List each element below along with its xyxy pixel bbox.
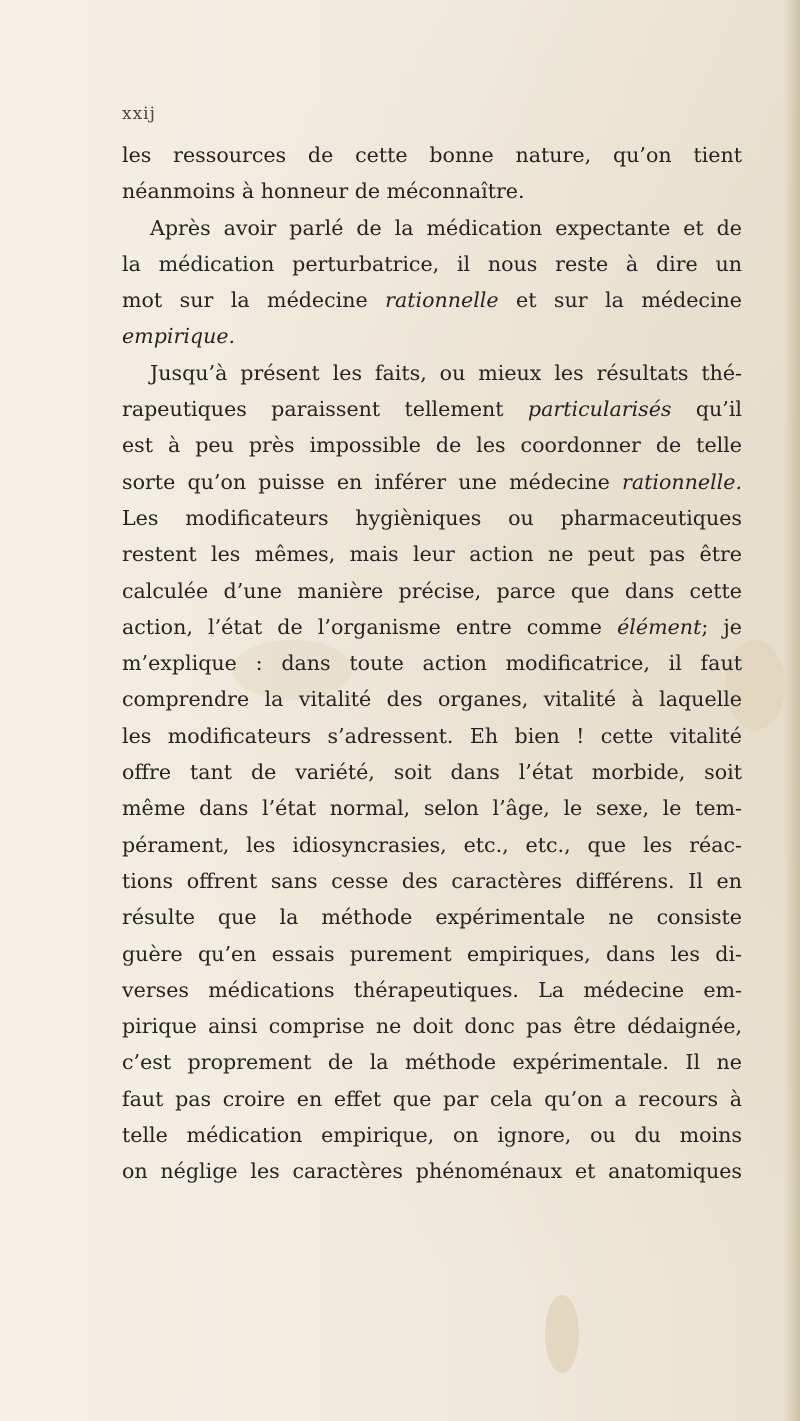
- text-line: [122, 464, 742, 500]
- text-segment: néanmoins à honneur de méconnaître.: [122, 179, 525, 204]
- italic-segment: rationnelle.: [621, 469, 742, 494]
- text-line: [122, 718, 742, 754]
- text-segment: sorte qu’on puisse en inférer une médecine: [122, 469, 622, 494]
- text-line: [122, 246, 742, 282]
- text-segment: faut pas croire en effet que par cela qu’on a recours à: [122, 1086, 742, 1111]
- page-number: xxij: [122, 104, 156, 124]
- text-segment: comprendre la vitalité des organes, vitalité à laquelle: [122, 687, 742, 712]
- text-line: [122, 790, 742, 826]
- text-line: [122, 173, 742, 209]
- text-line: [122, 210, 742, 246]
- text-line: [122, 536, 742, 572]
- text-line: [122, 899, 742, 935]
- text-segment: rapeutiques paraissent tellement: [122, 397, 528, 422]
- text-segment: m’explique : dans toute action modificatrice, il faut: [122, 651, 742, 676]
- text-segment: Jusqu’à présent les faits, ou mieux les résultats thé-: [150, 360, 742, 385]
- text-line: [122, 827, 742, 863]
- text-line: [122, 427, 742, 463]
- text-line: [122, 355, 742, 391]
- text-line: [122, 1153, 742, 1189]
- text-line: [122, 137, 742, 173]
- text-segment: calculée d’une manière précise, parce que dans cette: [122, 578, 742, 603]
- text-line: [122, 318, 742, 354]
- text-segment: offre tant de variété, soit dans l’état morbide, soit: [122, 760, 742, 785]
- page-edge-shadow: [784, 0, 800, 1421]
- text-segment: qu’il: [671, 397, 742, 422]
- italic-segment: particularisés: [527, 397, 672, 422]
- text-segment: Les modificateurs hygièniques ou pharmaceutiques: [122, 505, 742, 530]
- text-line: [122, 573, 742, 609]
- text-segment: pérament, les idiosyncrasies, etc., etc., que les réac-: [122, 832, 742, 857]
- text-line: [122, 936, 742, 972]
- text-segment: c’est proprement de la méthode expérimentale. Il ne: [122, 1050, 742, 1075]
- text-line: [122, 645, 742, 681]
- foxing-spot: [545, 1295, 579, 1373]
- text-line: [122, 681, 742, 717]
- italic-segment: rationnelle: [385, 288, 499, 313]
- text-segment: on néglige les caractères phénoménaux et anatomiques: [122, 1159, 742, 1184]
- text-segment: et sur la médecine: [498, 288, 742, 313]
- text-line: [122, 1117, 742, 1153]
- text-line: [122, 1008, 742, 1044]
- text-segment: les modificateurs s’adressent. Eh bien ! cette vitalité: [122, 723, 742, 748]
- text-segment: même dans l’état normal, selon l’âge, le sexe, le tem-: [122, 796, 742, 821]
- text-segment: pirique ainsi comprise ne doit donc pas être dédaignée,: [122, 1014, 742, 1039]
- text-segment: ; je: [701, 614, 742, 639]
- italic-segment: empirique.: [122, 324, 236, 349]
- text-line: [122, 500, 742, 536]
- text-segment: guère qu’en essais purement empiriques, dans les di-: [122, 941, 742, 966]
- text-segment: est à peu près impossible de les coordonner de telle: [122, 433, 742, 458]
- italic-segment: élément: [617, 614, 702, 639]
- text-line: [122, 754, 742, 790]
- text-line: [122, 282, 742, 318]
- text-line: [122, 863, 742, 899]
- text-segment: verses médications thérapeutiques. La médecine em-: [122, 977, 742, 1002]
- body-text: [122, 137, 742, 1190]
- text-segment: Après avoir parlé de la médication expectante et de: [150, 215, 742, 240]
- text-segment: tions offrent sans cesse des caractères différens. Il en: [122, 868, 742, 893]
- text-line: [122, 1044, 742, 1080]
- text-line: [122, 391, 742, 427]
- text-line: [122, 972, 742, 1008]
- text-segment: restent les mêmes, mais leur action ne peut pas être: [122, 542, 742, 567]
- text-line: [122, 1081, 742, 1117]
- text-segment: résulte que la méthode expérimentale ne consiste: [122, 905, 742, 930]
- text-segment: les ressources de cette bonne nature, qu’on tient: [122, 143, 742, 167]
- text-line: [122, 609, 742, 645]
- text-segment: action, l’état de l’organisme entre comme: [122, 614, 618, 639]
- text-segment: mot sur la médecine: [122, 288, 386, 313]
- text-segment: la médication perturbatrice, il nous reste à dire un: [122, 251, 742, 276]
- text-segment: telle médication empirique, on ignore, ou du moins: [122, 1123, 742, 1148]
